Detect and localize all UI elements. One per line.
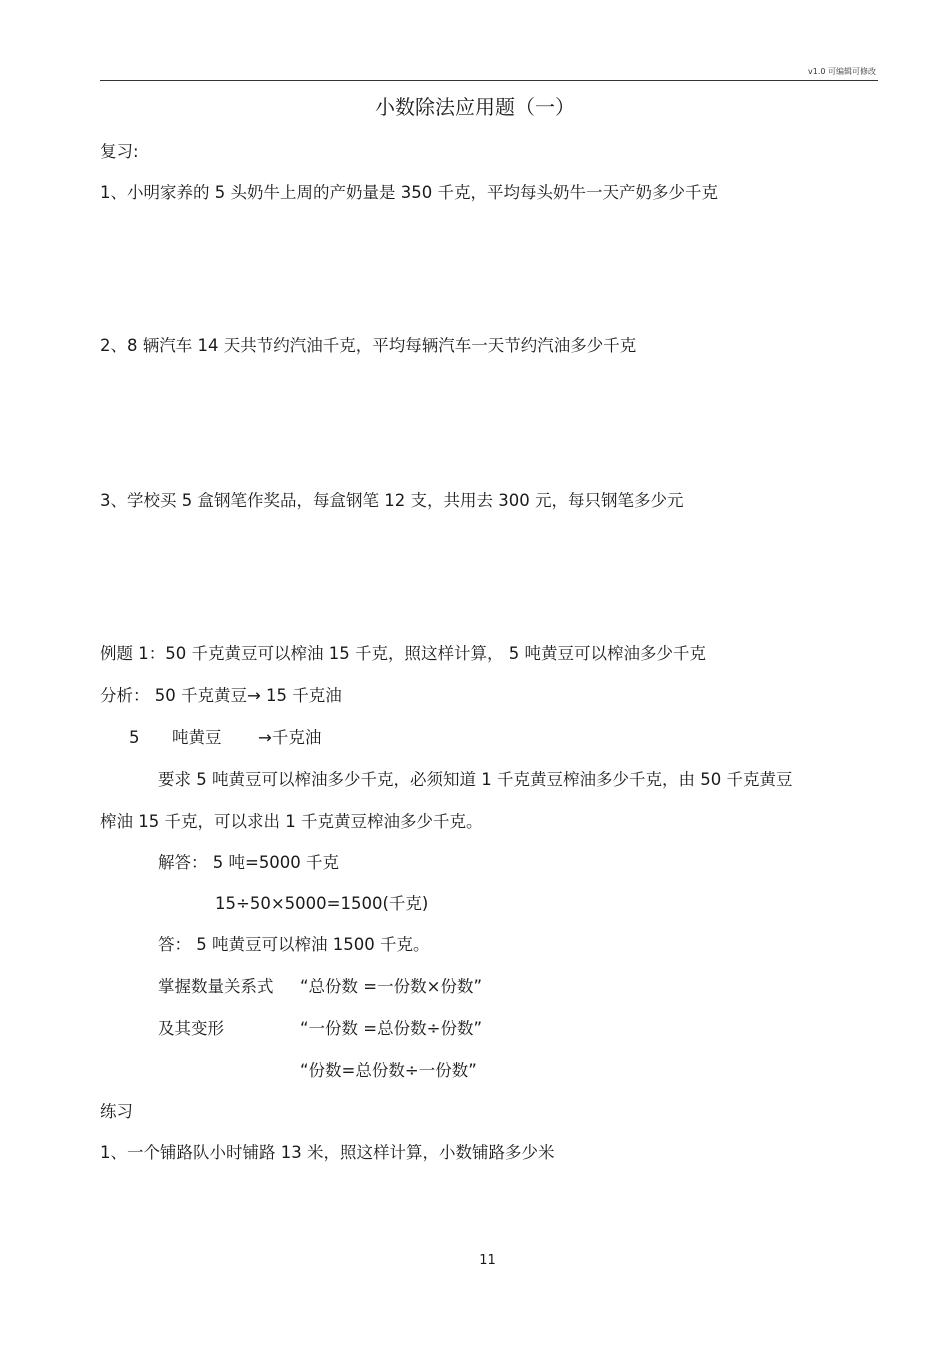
analysis-line-2-unit: 吨黄豆 — [172, 728, 222, 747]
relation-label: 掌握数量关系式 — [158, 977, 274, 996]
relation-formula-2: “一份数 =总份数÷份数” — [300, 1019, 482, 1038]
variation-label: 及其变形 — [158, 1019, 224, 1038]
relation-formula-3: “份数=总份数÷一份数” — [300, 1061, 477, 1080]
explanation-line-2: 榨油 15 千克，可以求出 1 千克黄豆榨油多少千克。 — [100, 812, 483, 831]
review-question-3: 3、学校买 5 盒钢笔作奖品，每盒钢笔 12 支，共用去 300 元，每只钢笔多少元 — [100, 491, 684, 510]
calculation-line: 15÷50×5000=1500(千克) — [215, 894, 429, 913]
relation-formula-1: “总份数 =一份数×份数” — [300, 977, 482, 996]
analysis-line-2-number: 5 — [129, 728, 140, 747]
practice-question-1: 1、一个铺路队小时铺路 13 米，照这样计算，小数铺路多少米 — [100, 1143, 555, 1162]
review-heading: 复习: — [100, 142, 139, 161]
solution-line: 解答： 5 吨=5000 千克 — [158, 853, 340, 872]
example-heading: 例题 1：50 千克黄豆可以榨油 15 千克，照这样计算， 5 吨黄豆可以榨油多少千克 — [100, 644, 706, 663]
page-title: 小数除法应用题（一） — [375, 95, 575, 119]
analysis-line-1: 分析： 50 千克黄豆→ 15 千克油 — [100, 686, 342, 705]
explanation-line-1: 要求 5 吨黄豆可以榨油多少千克，必须知道 1 千克黄豆榨油多少千克，由 50 千克黄豆 — [158, 770, 793, 789]
review-question-2: 2、8 辆汽车 14 天共节约汽油千克，平均每辆汽车一天节约汽油多少千克 — [100, 336, 637, 355]
review-question-1: 1、小明家养的 5 头奶牛上周的产奶量是 350 千克，平均每头奶牛一天产奶多少千克 — [100, 183, 718, 202]
answer-line: 答： 5 吨黄豆可以榨油 1500 千克。 — [158, 935, 430, 954]
version-note: v1.0 可编辑可修改 — [808, 67, 876, 76]
practice-heading: 练习 — [100, 1102, 133, 1121]
analysis-line-2-result: →千克油 — [258, 728, 322, 747]
header-rule — [100, 80, 878, 81]
page-number: 11 — [479, 1253, 496, 1268]
